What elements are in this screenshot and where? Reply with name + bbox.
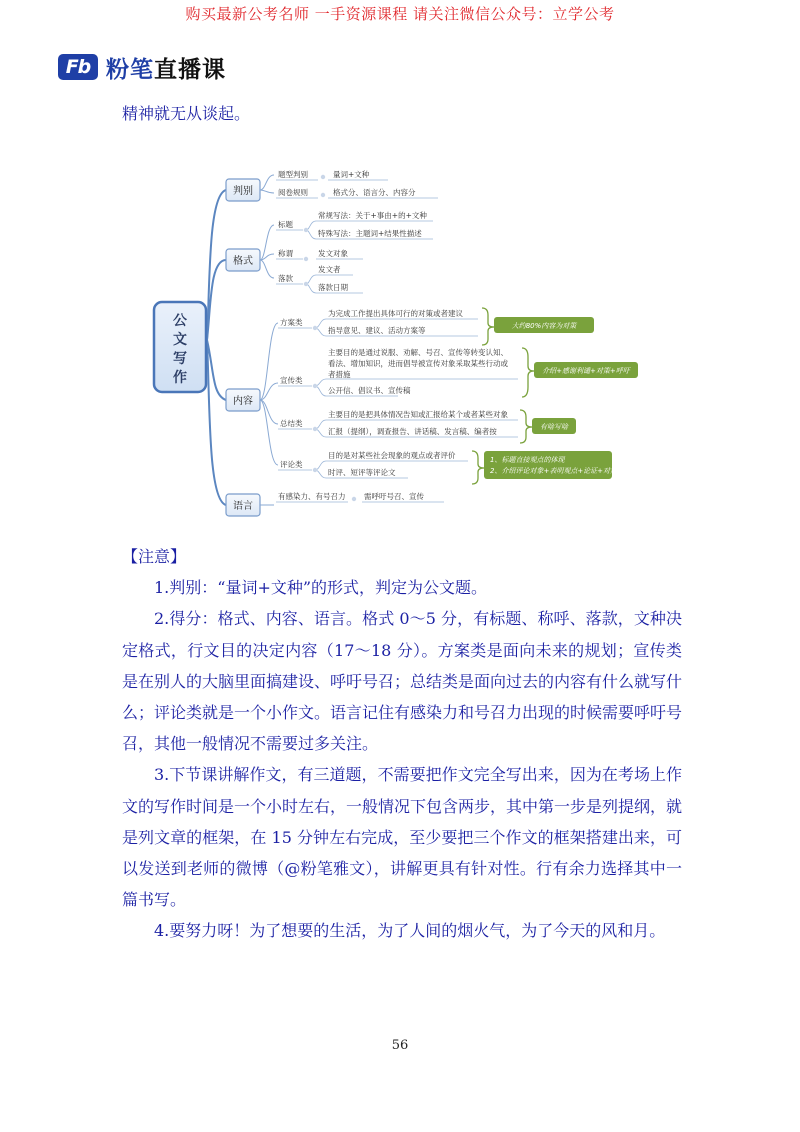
top-banner: 购买最新公考名师 一手资源课程 请关注微信公众号：立学公考 [185,5,615,23]
logo-brand: 粉笔 [106,56,154,83]
notes-section [122,541,682,947]
page-number: 56 [391,1038,409,1053]
judge-items [278,169,416,197]
svg-text:有啥写啥: 有啥写啥 [540,423,568,431]
review-note [484,451,639,479]
format-sign-key: 落款 [278,274,293,283]
summary-note [532,418,576,434]
judge-key-1: 题型判别 [278,170,308,179]
format-sign-b: 落款日期 [318,283,348,292]
promo-b: 公开信、倡议书、宣传稿 [328,386,411,395]
fb-logo-icon: Fb [58,54,98,80]
format-sign-a: 发文者 [318,265,341,274]
logo-suffix: 直播课 [154,56,226,83]
node-language [226,494,260,516]
svg-text:2、介绍评论对象+表明观点+论证+对策、升华: 2、介绍评论对象+表明观点+论证+对策、升华 [490,467,639,475]
svg-text:大约80%内容为对策: 大约80%内容为对策 [511,322,577,330]
node-format [226,249,260,271]
brand-logo [58,52,226,82]
plan-note [494,317,594,333]
promo-a3: 者措施 [328,370,351,379]
format-title-b: 特殊写法：主题词+结果性描述 [318,229,422,238]
svg-text:1、标题直接观点的体现: 1、标题直接观点的体现 [490,456,565,464]
logo-text [106,51,226,84]
summary-b: 汇报（提纲），调查报告、讲话稿、发言稿、编者按 [328,427,497,436]
intro-line: 精神就无从谈起。 [122,104,251,123]
note-paragraph-1: 1.判别：“量词+文种”的形式，判定为公文题。 [154,578,488,598]
svg-text:内容: 内容 [233,396,253,407]
node-content [226,389,260,411]
svg-text:判别: 判别 [233,186,253,197]
svg-text:文: 文 [173,332,187,348]
note-paragraph-4: 4.要努力呀！为了想要的生活，为了人间的烟火气，为了今天的风和月。 [154,921,666,941]
root-node [154,302,206,392]
promo-note [534,362,638,378]
review-key: 评论类 [280,460,303,469]
note-paragraph-3: 3.下节课讲解作文，有三道题，不需要把作文完全写出来，因为在考场上作文的写作时间是一个小时左右，一般情况下包含两步，其中第一步是列提纲，就是列文章的框架，在 15 分钟左右完成，至少要把三个作文的框架搭建出来，可以发送到老师的微博（@粉笔雅文），讲解更具有针对性。行有余力选择其中一篇书写。 [122,765,683,910]
judge-val-2: 格式分、语言分、内容分 [333,188,416,197]
node-judge [226,179,260,201]
format-salutation-val: 发文对象 [318,249,348,258]
review-b: 时评、短评等评论文 [328,468,396,477]
plan-a: 为完成工作提出具体可行的对策或者建议 [328,309,463,318]
summary-a: 主要目的是把具体情况告知或汇报给某个或者某些对象 [328,410,508,419]
plan-b: 指导意见、建议、活动方案等 [328,326,426,335]
root-connectors [207,190,226,505]
promo-a2: 看法、增加知识，进而倡导被宣传对象采取某些行动或 [328,359,508,368]
review-a: 目的是对某些社会现象的观点或者评价 [328,451,456,460]
plan-key: 方案类 [280,318,303,327]
format-title-key: 标题 [278,220,293,229]
promo-key: 宣传类 [280,376,303,385]
svg-text:公: 公 [173,313,187,329]
summary-key: 总结类 [280,419,303,428]
svg-text:写: 写 [173,351,187,367]
mind-map [148,165,640,520]
note-paragraph-2: 2.得分：格式、内容、语言。格式 0～5 分，有标题、称呼、落款，文种决定格式，行文目的决定内容（17～18 分）。方案类是面向未来的规划；宣传类是在别人的大脑里面搞建设、呼吁号召；总结类是面向过去的内容有什么就写什么；评论类就是一个小作文。语言记住有感染力和号召力出现的时候需要呼吁号召，其他一般情况不需要过多关注。 [122,609,683,754]
branch-connectors [260,175,278,505]
language-key: 有感染力、有号召力 [278,492,346,501]
format-salutation-key: 称谓 [278,249,293,258]
svg-text:语言: 语言 [233,501,253,512]
svg-text:格式: 格式 [233,256,253,267]
language-val: 需呼吁号召、宣传 [364,492,424,501]
format-title-a: 常规写法：关于+事由+的+文种 [318,211,427,220]
judge-val-1: 量词+文种 [333,170,370,179]
promo-a1: 主要目的是通过说服、劝解、号召、宣传等转变认知、 [328,348,508,357]
svg-text:作: 作 [173,370,187,386]
notes-title: 【注意】 [122,547,187,566]
judge-key-2: 阅卷规则 [278,188,308,197]
svg-text:介绍+感谢利谴+对策+呼吁: 介绍+感谢利谴+对策+呼吁 [542,367,630,375]
